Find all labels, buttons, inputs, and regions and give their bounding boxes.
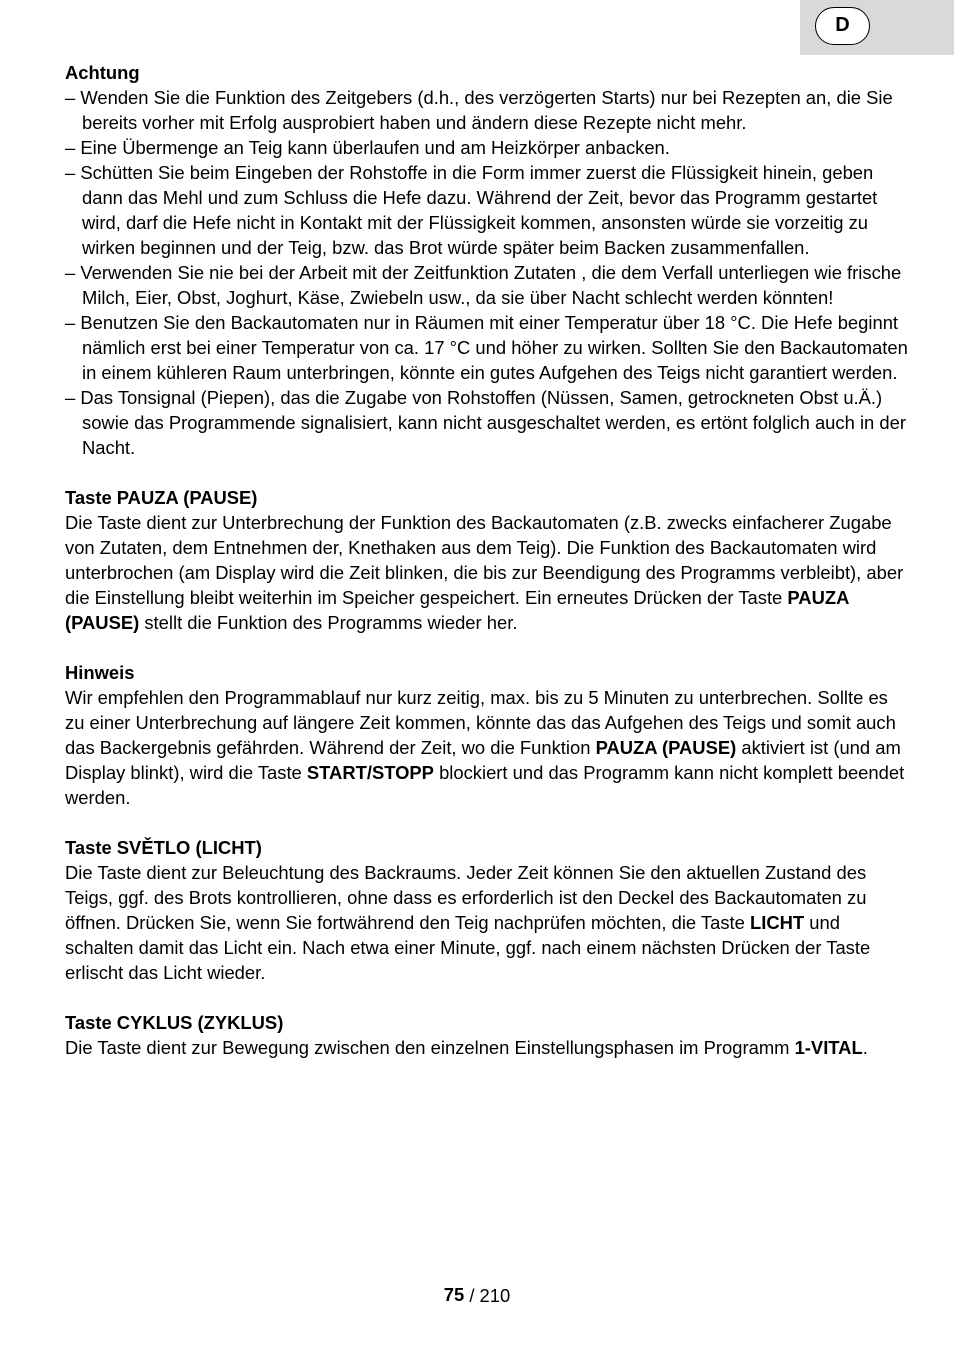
list-item: – Benutzen Sie den Backautomaten nur in Räumen mit einer Temperatur über 18 °C. Die Hefe beginnt nämlich erst bei einer Temperatur von ca. 17 °C und höher zu wirken. Sollten Sie den Backautomaten in einem kühleren Raum unterbringen, könnte ein gutes Aufgehen des Teigs nicht garantiert werden. <box>65 312 908 383</box>
achtung-heading: Achtung <box>65 62 140 83</box>
hinweis-bold-1: PAUZA (PAUSE) <box>595 737 737 758</box>
hinweis-bold-2: START/STOPP <box>306 762 434 783</box>
total-pages: / 210 <box>464 1285 511 1306</box>
svetlo-paragraph <box>65 860 910 985</box>
page-number <box>0 1285 954 1307</box>
pauza-text-2: stellt die Funktion des Programms wieder her. <box>139 612 518 633</box>
svetlo-heading: Taste SVĚTLO (LICHT) <box>65 837 262 858</box>
pauza-text-1: Die Taste dient zur Unterbrechung der Funktion des Backautomaten (z.B. zwecks einfacherer Zugabe von Zutaten, dem Entnehmen der, Knethaken aus dem Teig). Die Funktion des Backautomaten wird unterbrochen (am Display wird die Zeit blinken, die bis zur Beendigung des Programms verbleibt), aber die Einstellung bleibt weiterhin im Speicher gespeichert. Ein erneutes Drücken der Taste <box>65 512 904 608</box>
svetlo-bold-1: LICHT <box>749 912 805 933</box>
list-item: – Wenden Sie die Funktion des Zeitgebers (d.h., des verzögerten Starts) nur bei Rezepten an, die Sie bereits vorher mit Erfolg ausprobiert haben und ändern diese Rezepte nicht mehr. <box>65 87 893 133</box>
svetlo-text-2: und schalten damit das Licht ein. Nach etwa einer Minute, ggf. nach einem nächsten Drücken der Taste erlischt das Licht wieder. <box>65 912 871 983</box>
achtung-list <box>65 85 910 460</box>
hinweis-paragraph <box>65 685 910 810</box>
cyklus-paragraph <box>65 1035 910 1060</box>
pauza-bold-1: PAUZA (PAUSE) <box>65 587 849 633</box>
hinweis-text-2: aktiviert ist (und am Display blinkt), wird die Taste <box>65 737 901 783</box>
cyklus-text-2: . <box>862 1037 868 1058</box>
cyklus-bold-1: 1-VITAL <box>794 1037 863 1058</box>
svetlo-text-1: Die Taste dient zur Beleuchtung des Backraums. Jeder Zeit können Sie den aktuellen Zustand des Teigs, ggf. des Brots kontrollieren, ohne dass es erforderlich ist den Deckel des Backautomaten zu öffnen. Drücken Sie, wenn Sie fortwährend den Teig nachprüfen möchten, die Taste <box>65 862 867 933</box>
hinweis-heading: Hinweis <box>65 662 135 683</box>
language-tab <box>800 0 954 55</box>
cyklus-text-1: Die Taste dient zur Bewegung zwischen den einzelnen Einstellungsphasen im Programm <box>65 1037 795 1058</box>
list-item: – Schütten Sie beim Eingeben der Rohstoffe in die Form immer zuerst die Flüssigkeit hinein, geben dann das Mehl und zum Schluss die Hefe dazu. Während der Zeit, bevor das Programm gestartet wird, darf die Hefe nicht in Kontakt mit der Flüssigkeit kommen, ansonsten würde sie vorzeitig zu wirken beginnen und der Teig, bzw. das Brot würde später beim Backen zusammenfallen. <box>65 162 878 258</box>
pauza-paragraph <box>65 510 910 635</box>
cyklus-heading: Taste CYKLUS (ZYKLUS) <box>65 1012 284 1033</box>
language-badge: D <box>815 7 870 45</box>
list-item: – Eine Übermenge an Teig kann überlaufen und am Heizkörper anbacken. <box>65 137 670 158</box>
pauza-heading: Taste PAUZA (PAUSE) <box>65 487 258 508</box>
list-item: – Verwenden Sie nie bei der Arbeit mit der Zeitfunktion Zutaten , die dem Verfall unterliegen wie frische Milch, Eier, Obst, Joghurt, Käse, Zwiebeln usw., da sie über Nacht schlecht werden könnten! <box>65 262 902 308</box>
current-page: 75 <box>443 1284 465 1305</box>
page-content <box>65 60 910 1060</box>
list-item: – Das Tonsignal (Piepen), das die Zugabe von Rohstoffen (Nüssen, Samen, getrockneten Obst u.Ä.) sowie das Programmende signalisiert, kann nicht ausgeschaltet werden, es ertönt folglich auch in der Nacht. <box>65 387 906 458</box>
hinweis-text-3: blockiert und das Programm kann nicht komplett beendet werden. <box>65 762 905 808</box>
hinweis-text-1: Wir empfehlen den Programmablauf nur kurz zeitig, max. bis zu 5 Minuten zu unterbrechen. Sollte es zu einer Unterbrechung auf längere Zeit kommen, könnte das das Aufgehen des Teigs und somit auch das Backergebnis gefährden. Während der Zeit, wo die Funktion <box>65 687 896 758</box>
